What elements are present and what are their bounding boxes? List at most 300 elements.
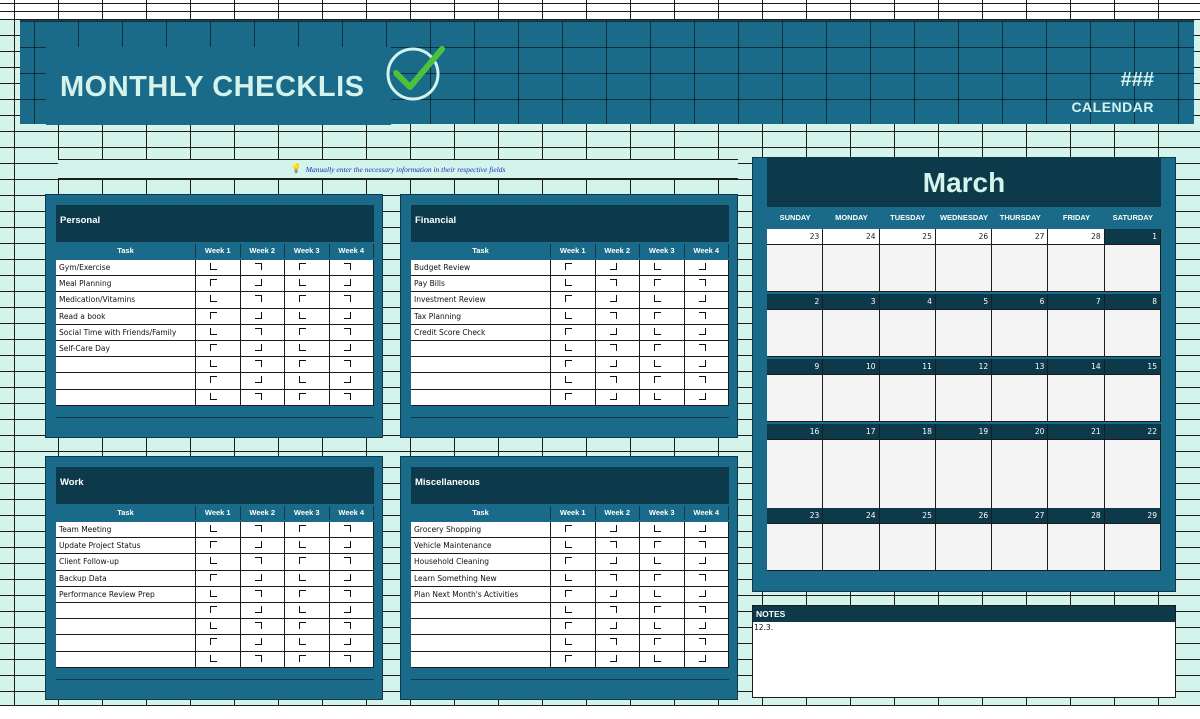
checkbox-icon[interactable]	[299, 590, 306, 597]
checkbox-icon[interactable]	[654, 590, 661, 597]
week-checkbox-cell[interactable]	[551, 652, 596, 667]
checkbox-icon[interactable]	[299, 638, 306, 645]
checkbox-icon[interactable]	[654, 622, 661, 629]
task-cell[interactable]: Backup Data	[56, 571, 196, 586]
task-cell[interactable]: Team Meeting	[56, 522, 196, 537]
checkbox-icon[interactable]	[344, 360, 351, 367]
week-checkbox-cell[interactable]	[596, 390, 641, 405]
day-entry-box[interactable]	[936, 244, 991, 292]
checkbox-icon[interactable]	[344, 557, 351, 564]
week-checkbox-cell[interactable]	[596, 635, 641, 650]
day-entry-box[interactable]	[880, 439, 935, 509]
week-checkbox-cell[interactable]	[285, 390, 330, 405]
week-checkbox-cell[interactable]	[640, 522, 685, 537]
checkbox-icon[interactable]	[610, 328, 617, 335]
checkbox-icon[interactable]	[210, 622, 217, 629]
checkbox-icon[interactable]	[699, 638, 706, 645]
week-checkbox-cell[interactable]	[640, 357, 685, 372]
week-checkbox-cell[interactable]	[241, 309, 286, 324]
task-cell[interactable]: Pay Bills	[411, 276, 551, 291]
week-checkbox-cell[interactable]	[596, 603, 641, 618]
week-checkbox-cell[interactable]	[685, 587, 730, 602]
calendar-day-cell[interactable]	[823, 508, 879, 571]
week-checkbox-cell[interactable]	[285, 325, 330, 340]
checkbox-icon[interactable]	[210, 606, 217, 613]
checkbox-icon[interactable]	[299, 606, 306, 613]
week-checkbox-cell[interactable]	[330, 325, 375, 340]
checkbox-icon[interactable]	[299, 360, 306, 367]
checkbox-icon[interactable]	[299, 376, 306, 383]
day-entry-box[interactable]	[936, 309, 991, 357]
checkbox-icon[interactable]	[565, 279, 572, 286]
checkbox-icon[interactable]	[654, 295, 661, 302]
checkbox-icon[interactable]	[610, 263, 617, 270]
week-checkbox-cell[interactable]	[330, 373, 375, 388]
checkbox-icon[interactable]	[565, 655, 572, 662]
week-checkbox-cell[interactable]	[330, 309, 375, 324]
week-checkbox-cell[interactable]	[241, 587, 286, 602]
task-cell[interactable]	[56, 603, 196, 618]
checkbox-icon[interactable]	[210, 344, 217, 351]
week-checkbox-cell[interactable]	[285, 587, 330, 602]
task-cell[interactable]: Read a book	[56, 309, 196, 324]
calendar-day-cell[interactable]	[880, 424, 936, 509]
week-checkbox-cell[interactable]	[196, 260, 241, 275]
week-checkbox-cell[interactable]	[196, 619, 241, 634]
week-checkbox-cell[interactable]	[330, 587, 375, 602]
day-entry-box[interactable]	[1105, 523, 1160, 571]
checkbox-icon[interactable]	[344, 525, 351, 532]
checkbox-icon[interactable]	[699, 376, 706, 383]
checkbox-icon[interactable]	[299, 557, 306, 564]
checkbox-icon[interactable]	[565, 360, 572, 367]
checkbox-icon[interactable]	[255, 525, 262, 532]
day-entry-box[interactable]	[1048, 244, 1103, 292]
checkbox-icon[interactable]	[255, 541, 262, 548]
week-checkbox-cell[interactable]	[596, 522, 641, 537]
week-checkbox-cell[interactable]	[196, 390, 241, 405]
checkbox-icon[interactable]	[565, 312, 572, 319]
week-checkbox-cell[interactable]	[596, 554, 641, 569]
checkbox-icon[interactable]	[344, 393, 351, 400]
checkbox-icon[interactable]	[210, 541, 217, 548]
task-cell[interactable]: Gym/Exercise	[56, 260, 196, 275]
checkbox-icon[interactable]	[654, 638, 661, 645]
week-checkbox-cell[interactable]	[640, 390, 685, 405]
week-checkbox-cell[interactable]	[685, 522, 730, 537]
checkbox-icon[interactable]	[255, 557, 262, 564]
checkbox-icon[interactable]	[654, 328, 661, 335]
week-checkbox-cell[interactable]	[685, 276, 730, 291]
week-checkbox-cell[interactable]	[330, 357, 375, 372]
calendar-day-cell[interactable]	[880, 229, 936, 292]
day-entry-box[interactable]	[767, 309, 822, 357]
week-checkbox-cell[interactable]	[241, 260, 286, 275]
checkbox-icon[interactable]	[344, 638, 351, 645]
checkbox-icon[interactable]	[699, 590, 706, 597]
task-cell[interactable]: Social Time with Friends/Family	[56, 325, 196, 340]
week-checkbox-cell[interactable]	[685, 390, 730, 405]
week-checkbox-cell[interactable]	[285, 522, 330, 537]
task-cell[interactable]	[56, 635, 196, 650]
checkbox-icon[interactable]	[699, 606, 706, 613]
day-entry-box[interactable]	[823, 439, 878, 509]
checkbox-icon[interactable]	[565, 393, 572, 400]
week-checkbox-cell[interactable]	[330, 538, 375, 553]
checkbox-icon[interactable]	[699, 312, 706, 319]
calendar-day-cell[interactable]	[880, 294, 936, 357]
week-checkbox-cell[interactable]	[596, 292, 641, 307]
week-checkbox-cell[interactable]	[285, 341, 330, 356]
checkbox-icon[interactable]	[210, 279, 217, 286]
week-checkbox-cell[interactable]	[285, 357, 330, 372]
checkbox-icon[interactable]	[344, 541, 351, 548]
checkbox-icon[interactable]	[299, 541, 306, 548]
calendar-day-cell[interactable]	[823, 424, 879, 509]
checkbox-icon[interactable]	[610, 295, 617, 302]
checkbox-icon[interactable]	[255, 360, 262, 367]
checkbox-icon[interactable]	[299, 344, 306, 351]
task-cell[interactable]: Budget Review	[411, 260, 551, 275]
week-checkbox-cell[interactable]	[241, 390, 286, 405]
calendar-day-cell[interactable]	[992, 229, 1048, 292]
checkbox-icon[interactable]	[210, 655, 217, 662]
week-checkbox-cell[interactable]	[330, 276, 375, 291]
week-checkbox-cell[interactable]	[551, 260, 596, 275]
week-checkbox-cell[interactable]	[196, 292, 241, 307]
day-entry-box[interactable]	[1048, 439, 1103, 509]
checkbox-icon[interactable]	[299, 295, 306, 302]
calendar-day-cell[interactable]	[767, 508, 823, 571]
week-checkbox-cell[interactable]	[640, 652, 685, 667]
calendar-day-cell[interactable]	[1048, 359, 1104, 422]
week-checkbox-cell[interactable]	[330, 571, 375, 586]
week-checkbox-cell[interactable]	[330, 603, 375, 618]
calendar-day-cell[interactable]	[767, 359, 823, 422]
checkbox-icon[interactable]	[565, 622, 572, 629]
week-checkbox-cell[interactable]	[596, 373, 641, 388]
week-checkbox-cell[interactable]	[551, 390, 596, 405]
week-checkbox-cell[interactable]	[640, 554, 685, 569]
checkbox-icon[interactable]	[654, 606, 661, 613]
task-cell[interactable]: Performance Review Prep	[56, 587, 196, 602]
task-cell[interactable]: Self-Care Day	[56, 341, 196, 356]
calendar-day-cell[interactable]	[1048, 508, 1104, 571]
calendar-day-cell[interactable]	[936, 359, 992, 422]
calendar-day-cell[interactable]	[880, 508, 936, 571]
task-cell[interactable]	[411, 635, 551, 650]
day-entry-box[interactable]	[992, 439, 1047, 509]
week-checkbox-cell[interactable]	[640, 276, 685, 291]
day-entry-box[interactable]	[767, 374, 822, 422]
calendar-day-cell[interactable]	[992, 294, 1048, 357]
task-cell[interactable]: Client Follow-up	[56, 554, 196, 569]
week-checkbox-cell[interactable]	[640, 571, 685, 586]
checkbox-icon[interactable]	[299, 655, 306, 662]
checkbox-icon[interactable]	[610, 606, 617, 613]
week-checkbox-cell[interactable]	[596, 260, 641, 275]
checkbox-icon[interactable]	[654, 574, 661, 581]
task-cell[interactable]	[411, 341, 551, 356]
week-checkbox-cell[interactable]	[551, 603, 596, 618]
checkbox-icon[interactable]	[344, 328, 351, 335]
checkbox-icon[interactable]	[610, 279, 617, 286]
week-checkbox-cell[interactable]	[551, 292, 596, 307]
week-checkbox-cell[interactable]	[196, 325, 241, 340]
week-checkbox-cell[interactable]	[241, 522, 286, 537]
week-checkbox-cell[interactable]	[241, 357, 286, 372]
checkbox-icon[interactable]	[210, 328, 217, 335]
checkbox-icon[interactable]	[344, 279, 351, 286]
task-cell[interactable]: Vehicle Maintenance	[411, 538, 551, 553]
checkbox-icon[interactable]	[255, 376, 262, 383]
checkbox-icon[interactable]	[210, 590, 217, 597]
checkbox-icon[interactable]	[610, 638, 617, 645]
calendar-day-cell[interactable]	[1105, 229, 1161, 292]
week-checkbox-cell[interactable]	[640, 538, 685, 553]
week-checkbox-cell[interactable]	[551, 587, 596, 602]
week-checkbox-cell[interactable]	[596, 571, 641, 586]
day-entry-box[interactable]	[823, 374, 878, 422]
checkbox-icon[interactable]	[610, 622, 617, 629]
week-checkbox-cell[interactable]	[330, 522, 375, 537]
week-checkbox-cell[interactable]	[330, 260, 375, 275]
week-checkbox-cell[interactable]	[285, 571, 330, 586]
checkbox-icon[interactable]	[699, 622, 706, 629]
week-checkbox-cell[interactable]	[596, 357, 641, 372]
calendar-day-cell[interactable]	[880, 359, 936, 422]
task-cell[interactable]: Meal Planning	[56, 276, 196, 291]
week-checkbox-cell[interactable]	[596, 538, 641, 553]
week-checkbox-cell[interactable]	[196, 538, 241, 553]
week-checkbox-cell[interactable]	[241, 538, 286, 553]
week-checkbox-cell[interactable]	[241, 571, 286, 586]
checkbox-icon[interactable]	[699, 525, 706, 532]
task-cell[interactable]: Investment Review	[411, 292, 551, 307]
task-cell[interactable]: Household Cleaning	[411, 554, 551, 569]
week-checkbox-cell[interactable]	[241, 292, 286, 307]
checkbox-icon[interactable]	[610, 655, 617, 662]
checkbox-icon[interactable]	[210, 263, 217, 270]
checkbox-icon[interactable]	[210, 312, 217, 319]
checkbox-icon[interactable]	[565, 557, 572, 564]
day-entry-box[interactable]	[992, 309, 1047, 357]
week-checkbox-cell[interactable]	[330, 292, 375, 307]
calendar-day-cell[interactable]	[767, 229, 823, 292]
task-cell[interactable]	[56, 373, 196, 388]
task-cell[interactable]	[56, 652, 196, 667]
task-cell[interactable]: Plan Next Month's Activities	[411, 587, 551, 602]
checkbox-icon[interactable]	[565, 295, 572, 302]
week-checkbox-cell[interactable]	[551, 341, 596, 356]
week-checkbox-cell[interactable]	[285, 603, 330, 618]
week-checkbox-cell[interactable]	[241, 554, 286, 569]
task-cell[interactable]: Grocery Shopping	[411, 522, 551, 537]
week-checkbox-cell[interactable]	[285, 292, 330, 307]
day-entry-box[interactable]	[880, 374, 935, 422]
week-checkbox-cell[interactable]	[285, 652, 330, 667]
week-checkbox-cell[interactable]	[640, 260, 685, 275]
week-checkbox-cell[interactable]	[596, 276, 641, 291]
checkbox-icon[interactable]	[210, 393, 217, 400]
task-cell[interactable]: Learn Something New	[411, 571, 551, 586]
checkbox-icon[interactable]	[654, 393, 661, 400]
checkbox-icon[interactable]	[565, 606, 572, 613]
checkbox-icon[interactable]	[699, 295, 706, 302]
checkbox-icon[interactable]	[255, 279, 262, 286]
week-checkbox-cell[interactable]	[551, 522, 596, 537]
day-entry-box[interactable]	[1048, 523, 1103, 571]
week-checkbox-cell[interactable]	[551, 276, 596, 291]
week-checkbox-cell[interactable]	[196, 373, 241, 388]
calendar-day-cell[interactable]	[823, 229, 879, 292]
checkbox-icon[interactable]	[654, 344, 661, 351]
checkbox-icon[interactable]	[299, 393, 306, 400]
checkbox-icon[interactable]	[610, 344, 617, 351]
checkbox-icon[interactable]	[210, 376, 217, 383]
checkbox-icon[interactable]	[255, 638, 262, 645]
checkbox-icon[interactable]	[255, 622, 262, 629]
checkbox-icon[interactable]	[565, 328, 572, 335]
checkbox-icon[interactable]	[344, 263, 351, 270]
week-checkbox-cell[interactable]	[685, 554, 730, 569]
year-value[interactable]: ###	[1120, 69, 1154, 91]
week-checkbox-cell[interactable]	[196, 276, 241, 291]
checkbox-icon[interactable]	[699, 328, 706, 335]
week-checkbox-cell[interactable]	[196, 357, 241, 372]
calendar-day-cell[interactable]	[936, 508, 992, 571]
week-checkbox-cell[interactable]	[596, 309, 641, 324]
week-checkbox-cell[interactable]	[551, 357, 596, 372]
calendar-day-cell[interactable]	[1048, 229, 1104, 292]
calendar-day-cell[interactable]	[823, 359, 879, 422]
task-cell[interactable]	[411, 357, 551, 372]
checkbox-icon[interactable]	[299, 622, 306, 629]
week-checkbox-cell[interactable]	[596, 341, 641, 356]
checkbox-icon[interactable]	[344, 344, 351, 351]
week-checkbox-cell[interactable]	[685, 373, 730, 388]
checkbox-icon[interactable]	[699, 344, 706, 351]
checkbox-icon[interactable]	[610, 312, 617, 319]
checkbox-icon[interactable]	[565, 376, 572, 383]
checkbox-icon[interactable]	[699, 557, 706, 564]
checkbox-icon[interactable]	[565, 344, 572, 351]
week-checkbox-cell[interactable]	[285, 373, 330, 388]
checkbox-icon[interactable]	[255, 606, 262, 613]
checkbox-icon[interactable]	[610, 557, 617, 564]
calendar-day-cell[interactable]	[1105, 424, 1161, 509]
task-cell[interactable]	[411, 373, 551, 388]
checkbox-icon[interactable]	[610, 525, 617, 532]
week-checkbox-cell[interactable]	[596, 652, 641, 667]
week-checkbox-cell[interactable]	[196, 554, 241, 569]
checkbox-icon[interactable]	[299, 328, 306, 335]
task-cell[interactable]	[411, 390, 551, 405]
checkbox-icon[interactable]	[699, 393, 706, 400]
week-checkbox-cell[interactable]	[241, 603, 286, 618]
checkbox-icon[interactable]	[255, 312, 262, 319]
week-checkbox-cell[interactable]	[241, 325, 286, 340]
week-checkbox-cell[interactable]	[330, 635, 375, 650]
checkbox-icon[interactable]	[565, 574, 572, 581]
checkbox-icon[interactable]	[344, 655, 351, 662]
calendar-day-cell[interactable]	[992, 359, 1048, 422]
task-cell[interactable]: Credit Score Check	[411, 325, 551, 340]
calendar-day-cell[interactable]	[936, 229, 992, 292]
checkbox-icon[interactable]	[565, 263, 572, 270]
week-checkbox-cell[interactable]	[241, 341, 286, 356]
week-checkbox-cell[interactable]	[551, 619, 596, 634]
checkbox-icon[interactable]	[210, 557, 217, 564]
week-checkbox-cell[interactable]	[596, 619, 641, 634]
day-entry-box[interactable]	[880, 309, 935, 357]
week-checkbox-cell[interactable]	[685, 571, 730, 586]
checkbox-icon[interactable]	[344, 312, 351, 319]
week-checkbox-cell[interactable]	[685, 357, 730, 372]
week-checkbox-cell[interactable]	[551, 373, 596, 388]
week-checkbox-cell[interactable]	[685, 603, 730, 618]
checkbox-icon[interactable]	[344, 574, 351, 581]
task-cell[interactable]	[411, 652, 551, 667]
calendar-day-cell[interactable]	[992, 424, 1048, 509]
checkbox-icon[interactable]	[610, 360, 617, 367]
day-entry-box[interactable]	[880, 523, 935, 571]
calendar-day-cell[interactable]	[1105, 359, 1161, 422]
week-checkbox-cell[interactable]	[640, 309, 685, 324]
week-checkbox-cell[interactable]	[330, 554, 375, 569]
week-checkbox-cell[interactable]	[196, 603, 241, 618]
week-checkbox-cell[interactable]	[330, 341, 375, 356]
checkbox-icon[interactable]	[344, 622, 351, 629]
week-checkbox-cell[interactable]	[285, 538, 330, 553]
week-checkbox-cell[interactable]	[241, 373, 286, 388]
checkbox-icon[interactable]	[654, 376, 661, 383]
week-checkbox-cell[interactable]	[196, 587, 241, 602]
checkbox-icon[interactable]	[654, 557, 661, 564]
day-entry-box[interactable]	[1105, 439, 1160, 509]
week-checkbox-cell[interactable]	[196, 652, 241, 667]
day-entry-box[interactable]	[823, 309, 878, 357]
week-checkbox-cell[interactable]	[196, 635, 241, 650]
calendar-day-cell[interactable]	[823, 294, 879, 357]
week-checkbox-cell[interactable]	[241, 652, 286, 667]
task-cell[interactable]: Medication/Vitamins	[56, 292, 196, 307]
week-checkbox-cell[interactable]	[241, 635, 286, 650]
week-checkbox-cell[interactable]	[285, 309, 330, 324]
task-cell[interactable]	[56, 619, 196, 634]
week-checkbox-cell[interactable]	[285, 554, 330, 569]
task-cell[interactable]: Update Project Status	[56, 538, 196, 553]
checkbox-icon[interactable]	[565, 590, 572, 597]
checkbox-icon[interactable]	[699, 263, 706, 270]
day-entry-box[interactable]	[880, 244, 935, 292]
day-entry-box[interactable]	[767, 523, 822, 571]
checkbox-icon[interactable]	[255, 328, 262, 335]
calendar-day-cell[interactable]	[767, 294, 823, 357]
week-checkbox-cell[interactable]	[285, 276, 330, 291]
week-checkbox-cell[interactable]	[551, 635, 596, 650]
week-checkbox-cell[interactable]	[285, 260, 330, 275]
week-checkbox-cell[interactable]	[640, 635, 685, 650]
week-checkbox-cell[interactable]	[551, 554, 596, 569]
checkbox-icon[interactable]	[299, 312, 306, 319]
week-checkbox-cell[interactable]	[551, 571, 596, 586]
checkbox-icon[interactable]	[610, 376, 617, 383]
week-checkbox-cell[interactable]	[640, 325, 685, 340]
checkbox-icon[interactable]	[610, 590, 617, 597]
checkbox-icon[interactable]	[654, 655, 661, 662]
checkbox-icon[interactable]	[299, 263, 306, 270]
